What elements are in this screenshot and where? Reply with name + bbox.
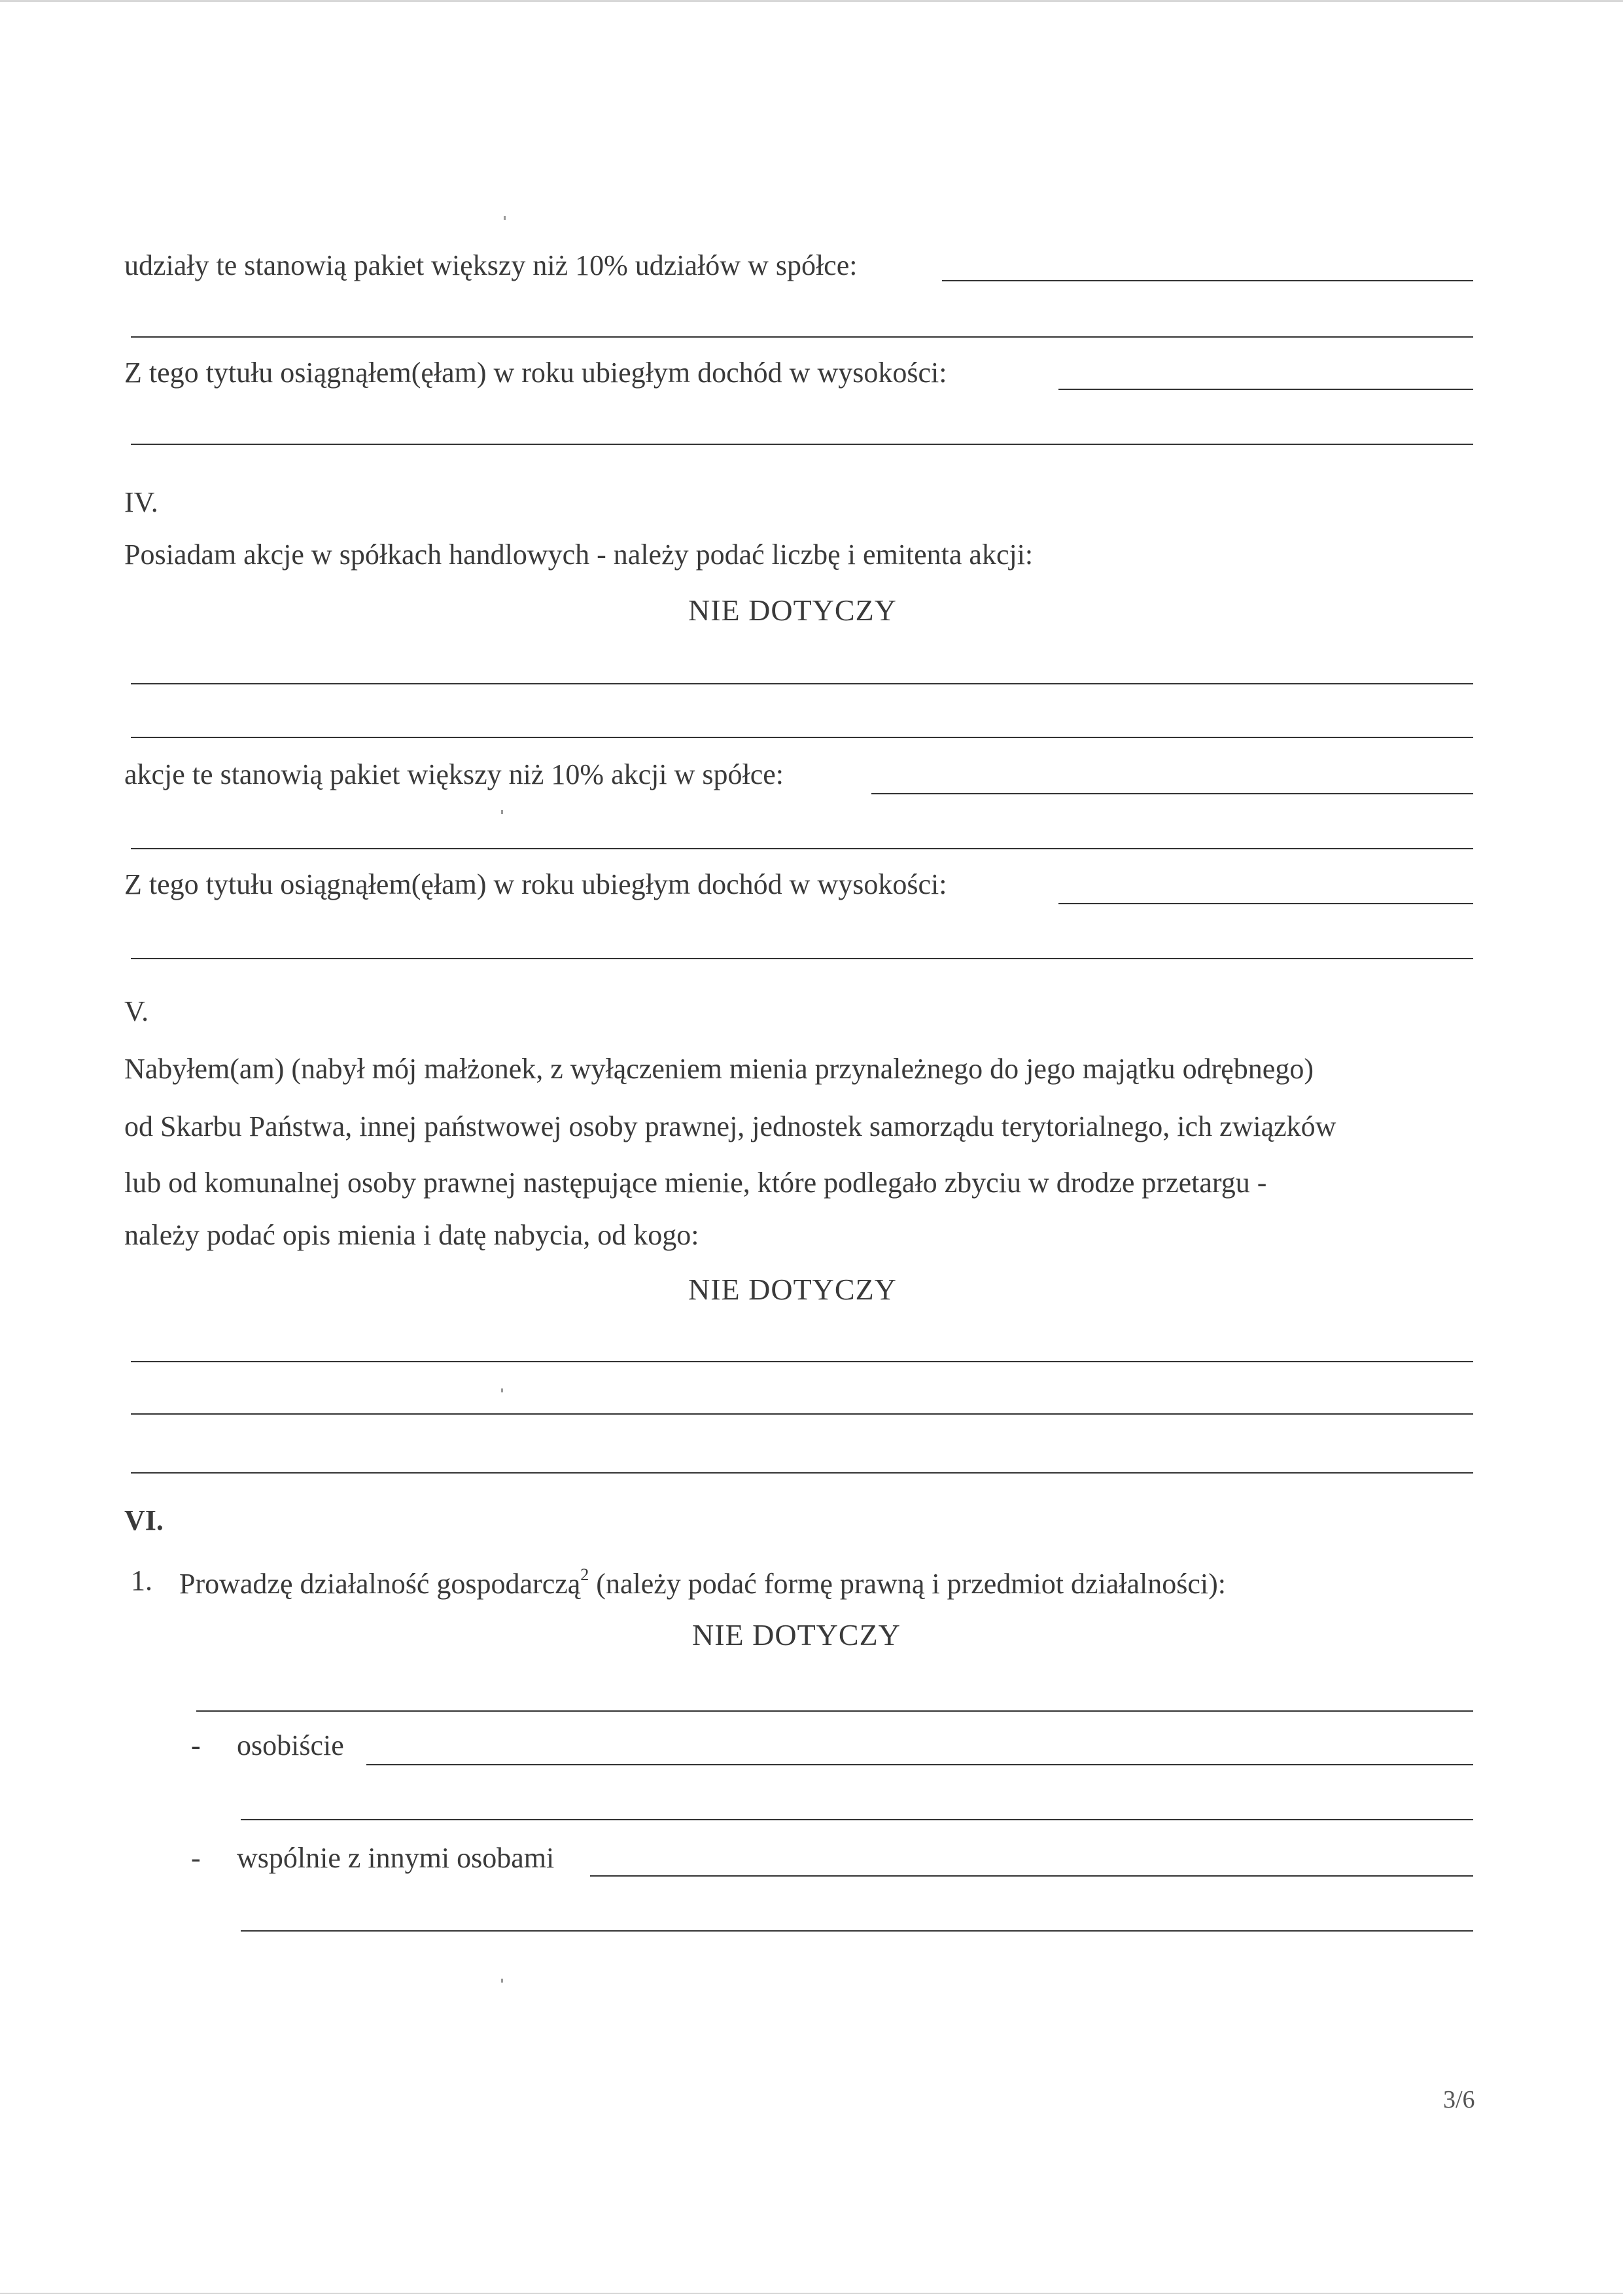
answer-line xyxy=(131,336,1473,338)
page-number: 3/6 xyxy=(1443,2086,1475,2113)
section-v-heading: V. xyxy=(124,995,149,1027)
scan-speck xyxy=(504,216,506,220)
scan-top-edge xyxy=(0,0,1623,2)
answer-line xyxy=(1058,389,1473,390)
answer-line xyxy=(196,1710,1473,1712)
section-vi-answer: NIE DOTYCZY xyxy=(692,1618,901,1651)
income-label: Z tego tytułu osiągnąłem(ęłam) w roku ubiegłym dochód w wysokości: xyxy=(124,357,947,389)
answer-line xyxy=(131,444,1473,445)
shares-over-10-label: akcje te stanowią pakiet większy niż 10% akcji w spółce: xyxy=(124,758,784,790)
section-v-text-line: należy podać opis mienia i datę nabycia, od kogo: xyxy=(124,1219,699,1251)
scan-speck xyxy=(501,810,503,814)
answer-line xyxy=(1058,903,1473,904)
answer-line xyxy=(942,280,1473,281)
section-v-text-line: od Skarbu Państwa, innej państwowej osoby prawnej, jednostek samorządu terytorialnego, ich związków xyxy=(124,1110,1336,1142)
answer-line xyxy=(131,1472,1473,1474)
answer-line xyxy=(131,848,1473,849)
answer-line xyxy=(241,1819,1473,1820)
jointly-label: wspólnie z innymi osobami xyxy=(237,1842,555,1874)
answer-line xyxy=(131,683,1473,684)
shares-over-10-label: udziały te stanowią pakiet większy niż 10% udziałów w spółce: xyxy=(124,249,858,281)
answer-line xyxy=(131,958,1473,959)
section-vi-item-number: 1. xyxy=(131,1564,152,1597)
income-label: Z tego tytułu osiągnąłem(ęłam) w roku ubiegłym dochód w wysokości: xyxy=(124,868,947,900)
section-vi-item-text xyxy=(179,1566,1226,1598)
answer-line xyxy=(131,1361,1473,1362)
dash-bullet: - xyxy=(191,1842,201,1874)
personally-label: osobiście xyxy=(237,1729,344,1761)
section-v-answer: NIE DOTYCZY xyxy=(688,1273,897,1306)
answer-line xyxy=(241,1930,1473,1932)
answer-line xyxy=(366,1764,1473,1765)
scan-speck xyxy=(501,1388,503,1392)
scan-speck xyxy=(501,1979,503,1983)
dash-bullet: - xyxy=(191,1729,201,1761)
business-activity-instruction: (należy podać formę prawną i przedmiot działalności): xyxy=(596,1568,1226,1600)
footnote-mark: 2 xyxy=(580,1565,589,1584)
answer-line xyxy=(871,793,1473,794)
business-activity-label: Prowadzę działalność gospodarczą xyxy=(179,1568,581,1600)
section-v-text-line: Nabyłem(am) (nabył mój małżonek, z wyłączeniem mienia przynależnego do jego majątku odrębnego) xyxy=(124,1053,1314,1085)
scan-bottom-edge xyxy=(0,2293,1623,2294)
answer-line xyxy=(590,1875,1473,1877)
section-iv-heading: IV. xyxy=(124,486,158,518)
answer-line xyxy=(131,1413,1473,1415)
section-iv-intro: Posiadam akcje w spółkach handlowych - należy podać liczbę i emitenta akcji: xyxy=(124,539,1034,571)
answer-line xyxy=(131,737,1473,738)
section-iv-answer: NIE DOTYCZY xyxy=(688,593,897,627)
section-vi-heading: VI. xyxy=(124,1504,164,1536)
section-v-text-line: lub od komunalnej osoby prawnej następujące mienie, które podlegało zbyciu w drodze przetargu - xyxy=(124,1167,1267,1199)
